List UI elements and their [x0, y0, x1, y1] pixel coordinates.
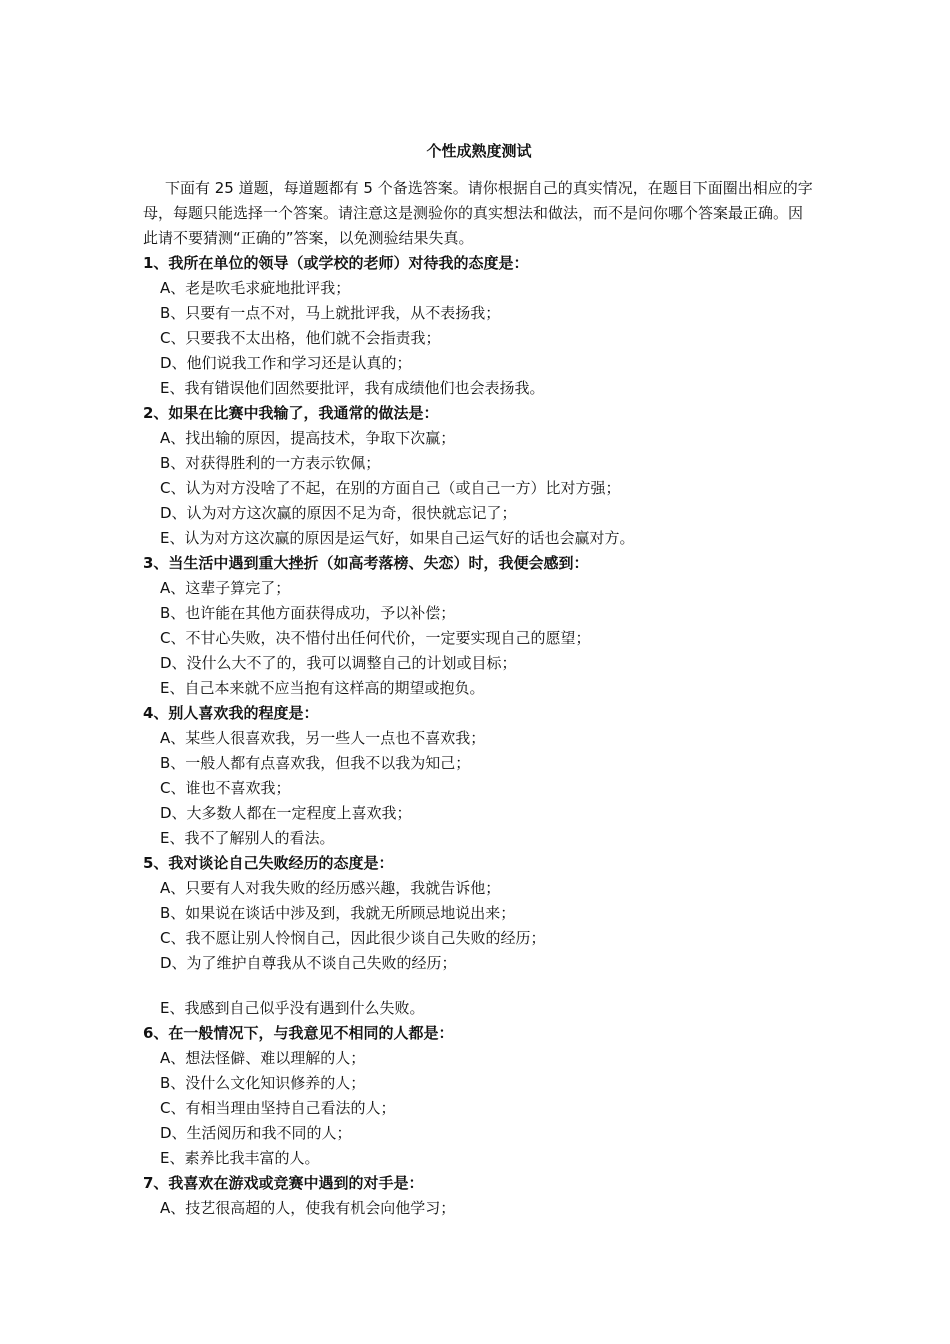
document-title: 个性成熟度测试 — [426, 142, 532, 160]
answer-option: B、也许能在其他方面获得成功，予以补偿； — [160, 604, 456, 622]
answer-option: A、只要有人对我失败的经历感兴趣，我就告诉他； — [160, 879, 501, 897]
answer-option: D、大多数人都在一定程度上喜欢我； — [160, 804, 412, 822]
answer-option: A、找出输的原因，提高技术，争取下次赢； — [160, 429, 456, 447]
answer-option: E、认为对方这次赢的原因是运气好，如果自己运气好的话也会赢对方。 — [160, 529, 635, 547]
question-block — [143, 251, 815, 401]
blank-line — [143, 976, 815, 996]
answer-option: D、他们说我工作和学习还是认真的； — [160, 354, 412, 372]
question-text: 5、我对谈论自己失败经历的态度是： — [143, 854, 394, 872]
answer-option: A、老是吹毛求疵地批评我； — [160, 279, 351, 297]
answer-option: C、只要我不太出格，他们就不会指责我； — [160, 329, 441, 347]
answer-option: E、我感到自己似乎没有遇到什么失败。 — [160, 999, 425, 1017]
answer-option: B、只要有一点不对，马上就批评我，从不表扬我； — [160, 304, 501, 322]
answer-option: E、我有错误他们固然要批评，我有成绩他们也会表扬我。 — [160, 379, 545, 397]
question-block — [143, 851, 815, 1021]
question-block — [143, 1171, 815, 1221]
answer-option: C、我不愿让别人怜悯自己，因此很少谈自己失败的经历； — [160, 929, 546, 947]
answer-option: B、没什么文化知识修养的人； — [160, 1074, 366, 1092]
question-text: 2、如果在比赛中我输了，我通常的做法是： — [143, 404, 439, 422]
answer-option: A、想法怪僻、难以理解的人； — [160, 1049, 366, 1067]
answer-option: B、一般人都有点喜欢我，但我不以我为知己； — [160, 754, 471, 772]
question-text: 6、在一般情况下，与我意见不相同的人都是： — [143, 1024, 454, 1042]
answer-option: C、谁也不喜欢我； — [160, 779, 291, 797]
answer-option: D、为了维护自尊我从不谈自己失败的经历； — [160, 954, 457, 972]
question-list — [143, 251, 815, 1221]
question-text: 7、我喜欢在游戏或竞赛中遇到的对手是： — [143, 1174, 424, 1192]
document-page — [143, 138, 815, 1221]
question-text: 3、当生活中遇到重大挫折（如高考落榜、失恋）时，我便会感到： — [143, 554, 589, 572]
question-text: 4、别人喜欢我的程度是： — [143, 704, 319, 722]
answer-option: D、没什么大不了的，我可以调整自己的计划或目标； — [160, 654, 517, 672]
question-block — [143, 401, 815, 551]
answer-option: D、认为对方这次赢的原因不足为奇，很快就忘记了； — [160, 504, 517, 522]
answer-option: A、技艺很高超的人，使我有机会向他学习； — [160, 1199, 456, 1217]
answer-option: E、自己本来就不应当抱有这样高的期望或抱负。 — [160, 679, 485, 697]
answer-option: E、我不了解别人的看法。 — [160, 829, 335, 847]
answer-option: B、对获得胜利的一方表示钦佩； — [160, 454, 381, 472]
answer-option: C、不甘心失败，决不惜付出任何代价，一定要实现自己的愿望； — [160, 629, 591, 647]
answer-option: A、某些人很喜欢我，另一些人一点也不喜欢我； — [160, 729, 486, 747]
answer-option: E、素养比我丰富的人。 — [160, 1149, 320, 1167]
answer-option: A、这辈子算完了； — [160, 579, 291, 597]
question-text: 1、我所在单位的领导（或学校的老师）对待我的态度是： — [143, 254, 529, 272]
answer-option: C、有相当理由坚持自己看法的人； — [160, 1099, 396, 1117]
question-block — [143, 551, 815, 701]
intro-paragraph: 下面有 25 道题，每道题都有 5 个备选答案。请你根据自己的真实情况，在题目下面圈出相应的字母，每题只能选择一个答案。请注意这是测验你的真实想法和做法，而不是问你哪个答案最正确。因此请不要猜测“正确的”答案，以免测验结果失真。 — [143, 179, 813, 247]
answer-option: D、生活阅历和我不同的人； — [160, 1124, 352, 1142]
question-block — [143, 701, 815, 851]
question-block — [143, 1021, 815, 1171]
answer-option: C、认为对方没啥了不起，在别的方面自己（或自己一方）比对方强； — [160, 479, 621, 497]
answer-option: B、如果说在谈话中涉及到，我就无所顾忌地说出来； — [160, 904, 516, 922]
